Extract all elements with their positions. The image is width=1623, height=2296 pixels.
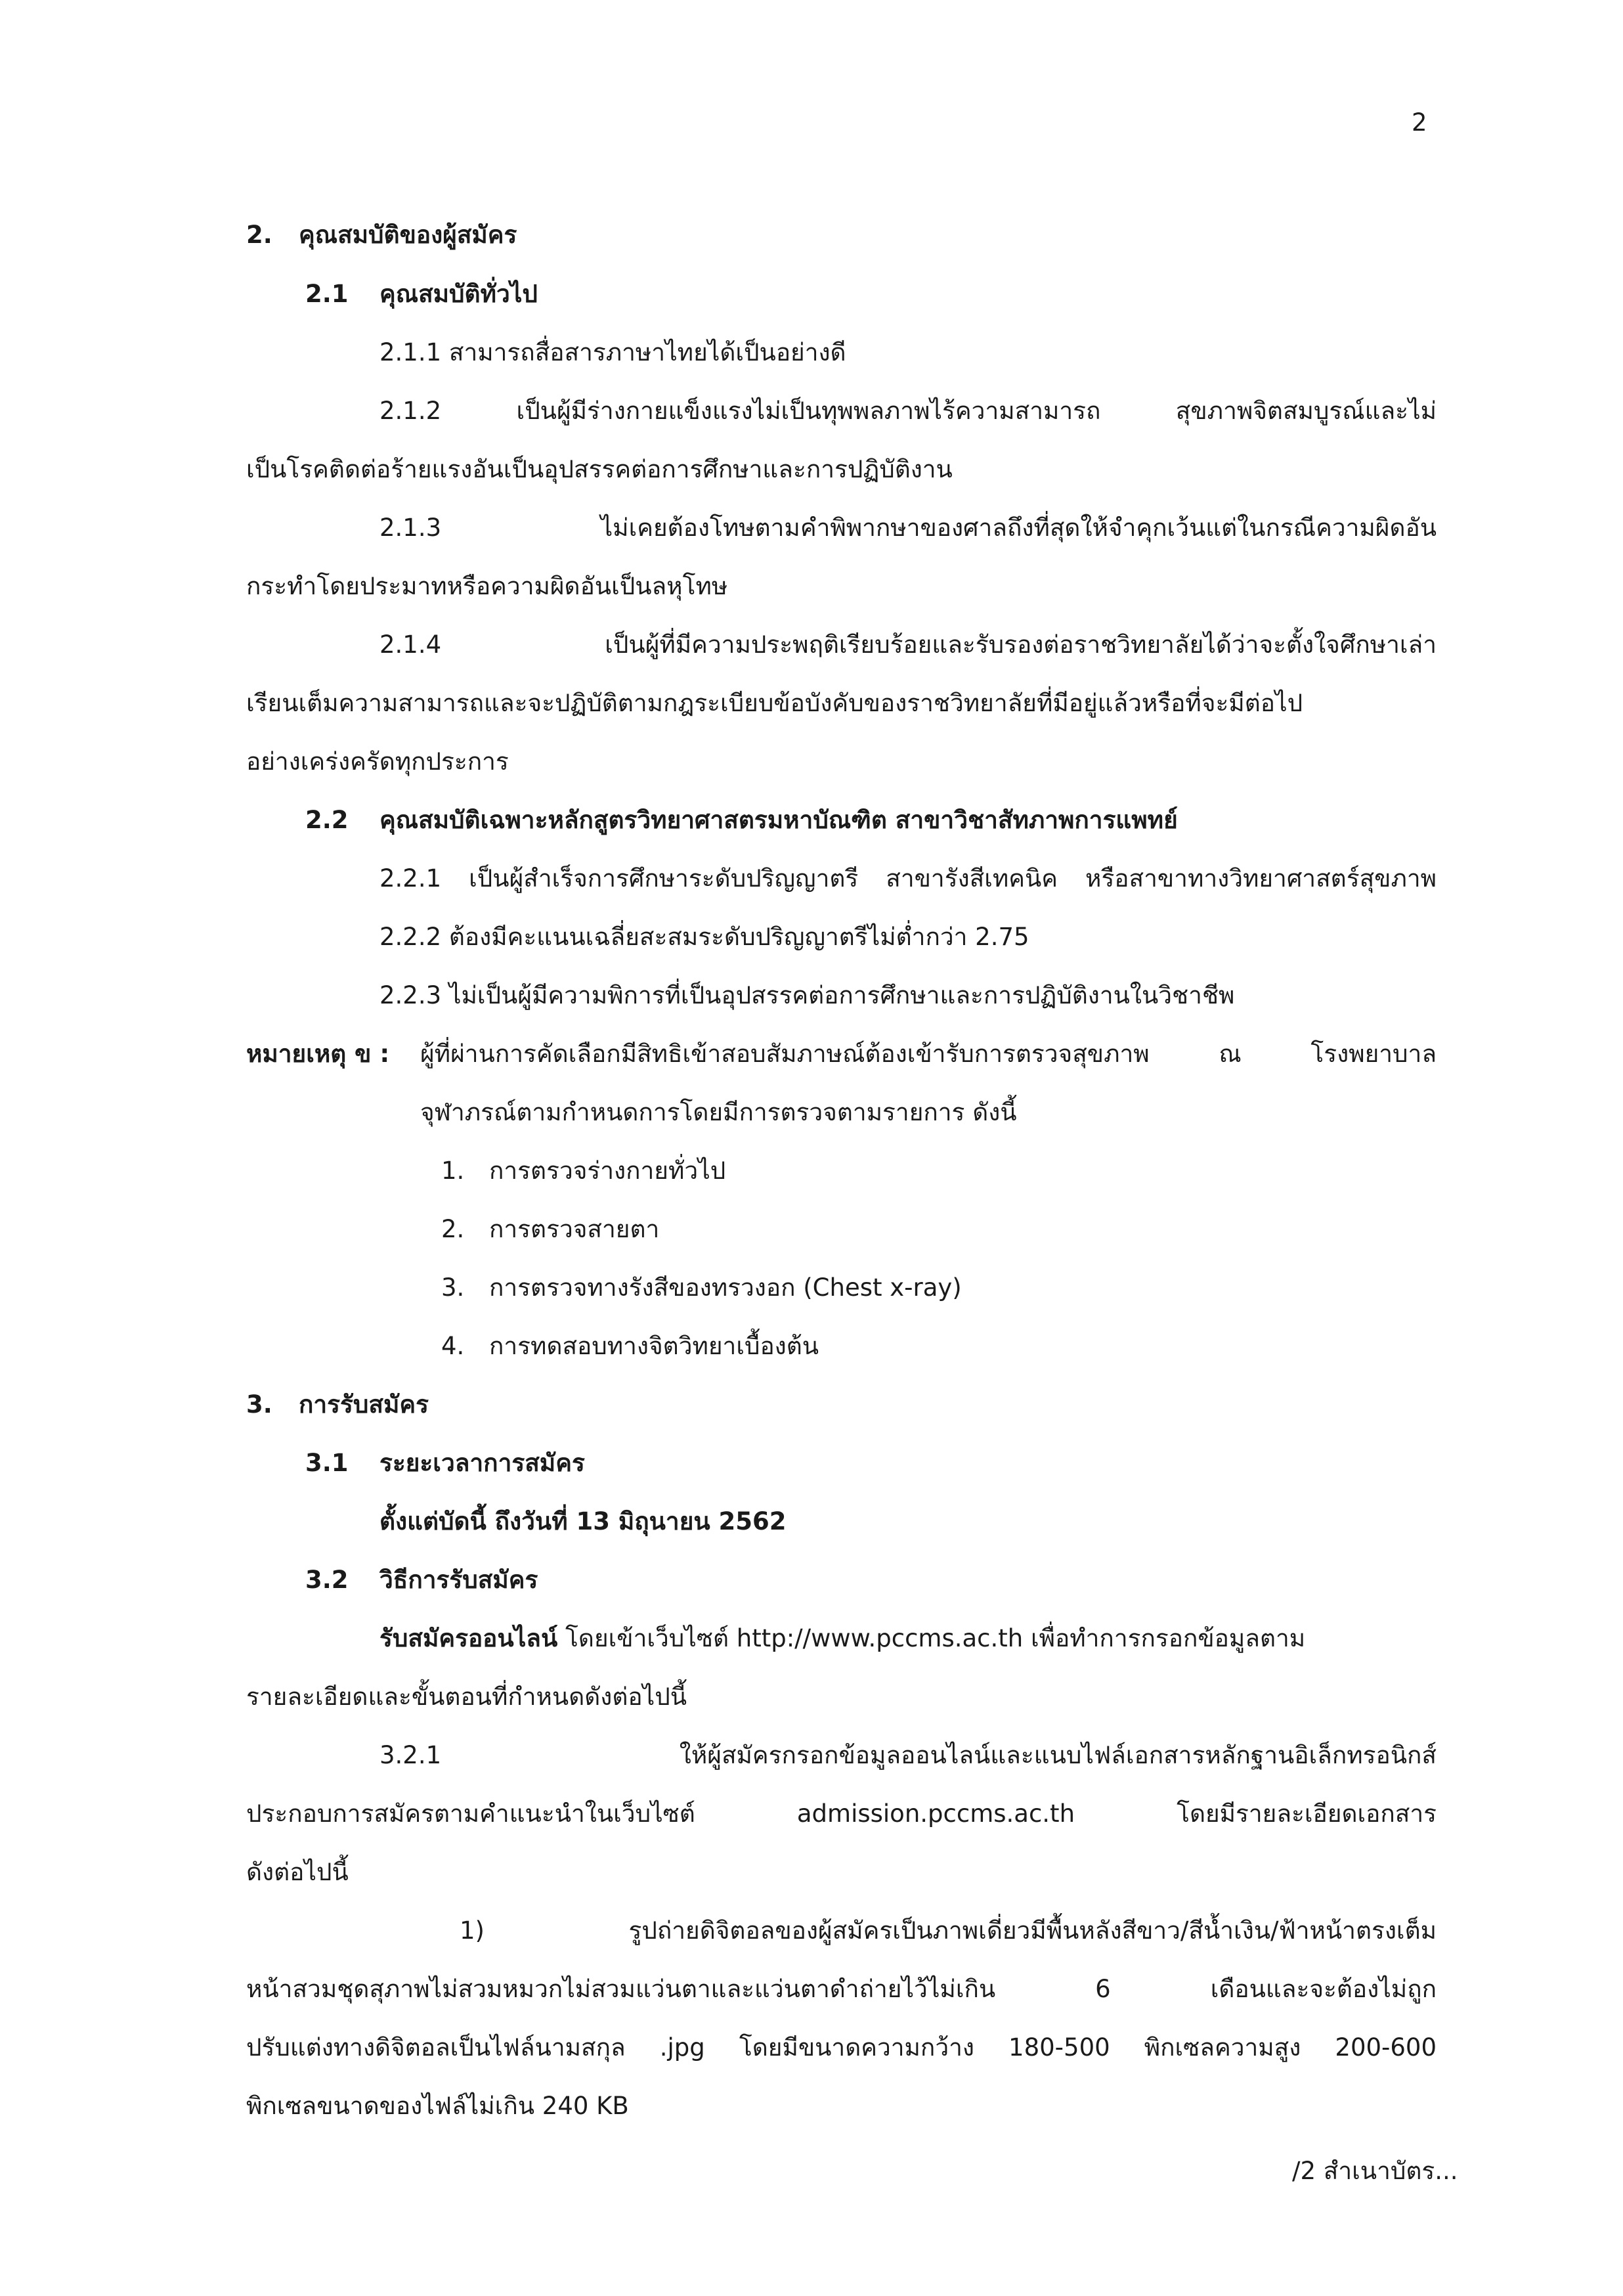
section-3-2-number: 3.2 bbox=[305, 1566, 349, 1594]
photo-requirement-line-2: หน้าสวมชุดสุภาพไม่สวมหมวกไม่สวมแว่นตาและแว่นตาดำถ่ายไว้ไม่เกิน 6 เดือนและจะต้องไม่ถูก bbox=[246, 1975, 1437, 2003]
online-application-line-1 bbox=[379, 1622, 1305, 1655]
section-2-1-number: 2.1 bbox=[305, 280, 349, 308]
section-2-2-title: คุณสมบัติเฉพาะหลักสูตรวิทยาศาสตรมหาบัณฑิต สาขาวิชาสัทภาพการแพทย์ bbox=[379, 806, 1178, 834]
note-item-2: การตรวจสายตา bbox=[489, 1215, 660, 1243]
online-application-label: รับสมัครออนไลน์ bbox=[379, 1624, 558, 1652]
note-label: หมายเหตุ ข : bbox=[246, 1040, 390, 1068]
note-item-4: การทดสอบทางจิตวิทยาเบื้องต้น bbox=[489, 1332, 819, 1360]
continuation-footer: /2 สำเนาบัตร... bbox=[1292, 2157, 1458, 2185]
item-2-1-4-line-1: 2.1.4 เป็นผู้ที่มีความประพฤติเรียบร้อยและรับรองต่อราชวิทยาลัยได้ว่าจะตั้งใจศึกษาเล่า bbox=[379, 630, 1437, 659]
item-2-1-2-line-2: เป็นโรคติดต่อร้ายแรงอันเป็นอุปสรรคต่อการศึกษาและการปฏิบัติงาน bbox=[246, 455, 953, 483]
section-2-1-title: คุณสมบัติทั่วไป bbox=[379, 280, 538, 308]
item-2-1-3-line-2: กระทำโดยประมาทหรือความผิดอันเป็นลหุโทษ bbox=[246, 572, 728, 600]
section-2-2-number: 2.2 bbox=[305, 806, 349, 834]
note-item-1-number: 1. bbox=[441, 1157, 465, 1185]
item-2-1-1: 2.1.1 สามารถสื่อสารภาษาไทยได้เป็นอย่างดี bbox=[379, 338, 846, 366]
page-number: 2 bbox=[1412, 108, 1427, 137]
note-item-3-number: 3. bbox=[441, 1273, 465, 1302]
section-2-title: คุณสมบัติของผู้สมัคร bbox=[299, 221, 517, 249]
note-item-3: การตรวจทางรังสีของทรวงอก (Chest x-ray) bbox=[489, 1273, 962, 1302]
item-2-1-4-line-3: อย่างเคร่งครัดทุกประการ bbox=[246, 747, 509, 776]
item-2-1-3-line-1: 2.1.3 ไม่เคยต้องโทษตามคำพิพากษาของศาลถึงที่สุดให้จำคุกเว้นแต่ในกรณีความผิดอัน bbox=[379, 514, 1437, 542]
item-2-1-2-line-1: 2.1.2 เป็นผู้มีร่างกายแข็งแรงไม่เป็นทุพพลภาพไร้ความสามารถ สุขภาพจิตสมบูรณ์และไม่ bbox=[379, 397, 1437, 425]
photo-requirement-line-4: พิกเซลขนาดของไฟล์ไม่เกิน 240 KB bbox=[246, 2092, 629, 2120]
item-2-2-3: 2.2.3 ไม่เป็นผู้มีความพิการที่เป็นอุปสรรคต่อการศึกษาและการปฏิบัติงานในวิชาชีพ bbox=[379, 981, 1235, 1009]
item-2-1-4-line-2: เรียนเต็มความสามารถและจะปฏิบัติตามกฎระเบียบข้อบังคับของราชวิทยาลัยที่มีอยู่แล้วหรือที่จะมีต่อไป bbox=[246, 689, 1303, 717]
note-line-1: ผู้ที่ผ่านการคัดเลือกมีสิทธิเข้าสอบสัมภาษณ์ต้องเข้ารับการตรวจสุขภาพ ณ โรงพยาบาล bbox=[420, 1040, 1437, 1068]
application-period: ตั้งแต่บัดนี้ ถึงวันที่ 13 มิถุนายน 2562 bbox=[379, 1507, 787, 1535]
section-3-2-title: วิธีการรับสมัคร bbox=[379, 1566, 538, 1594]
section-2-number: 2. bbox=[246, 221, 272, 249]
item-2-2-1: 2.2.1 เป็นผู้สำเร็จการศึกษาระดับปริญญาตรี สาขารังสีเทคนิค หรือสาขาทางวิทยาศาสตร์สุขภาพ bbox=[379, 864, 1437, 893]
section-3-1-title: ระยะเวลาการสมัคร bbox=[379, 1449, 585, 1477]
note-line-2: จุฬาภรณ์ตามกำหนดการโดยมีการตรวจตามรายการ ดังนี้ bbox=[420, 1098, 1017, 1126]
item-3-2-1-line-1: 3.2.1 ให้ผู้สมัครกรอกข้อมูลออนไลน์และแนบไฟล์เอกสารหลักฐานอิเล็กทรอนิกส์ bbox=[379, 1741, 1437, 1769]
section-3-number: 3. bbox=[246, 1390, 272, 1419]
section-3-title: การรับสมัคร bbox=[299, 1390, 429, 1419]
item-3-2-1-line-2: ประกอบการสมัครตามคำแนะนำในเว็บไซต์ admission.pccms.ac.th โดยมีรายละเอียดเอกสาร bbox=[246, 1799, 1437, 1828]
photo-requirement-line-3: ปรับแต่งทางดิจิตอลเป็นไฟล์นามสกุล .jpg โดยมีขนาดความกว้าง 180-500 พิกเซลความสูง 200-600 bbox=[246, 2033, 1437, 2062]
online-application-text: โดยเข้าเว็บไซต์ http://www.pccms.ac.th เพื่อทำการกรอกข้อมูลตาม bbox=[557, 1624, 1306, 1652]
online-application-line-2: รายละเอียดและขั้นตอนที่กำหนดดังต่อไปนี้ bbox=[246, 1683, 687, 1711]
item-3-2-1-line-3: ดังต่อไปนี้ bbox=[246, 1858, 349, 1886]
item-2-2-2: 2.2.2 ต้องมีคะแนนเฉลี่ยสะสมระดับปริญญาตรีไม่ต่ำกว่า 2.75 bbox=[379, 923, 1029, 951]
section-3-1-number: 3.1 bbox=[305, 1449, 349, 1477]
photo-requirement-line-1: 1) รูปถ่ายดิจิตอลของผู้สมัครเป็นภาพเดี่ยวมีพื้นหลังสีขาว/สีน้ำเงิน/ฟ้าหน้าตรงเต็ม bbox=[460, 1916, 1437, 1945]
note-item-4-number: 4. bbox=[441, 1332, 465, 1360]
note-item-1: การตรวจร่างกายทั่วไป bbox=[489, 1157, 726, 1185]
note-item-2-number: 2. bbox=[441, 1215, 465, 1243]
